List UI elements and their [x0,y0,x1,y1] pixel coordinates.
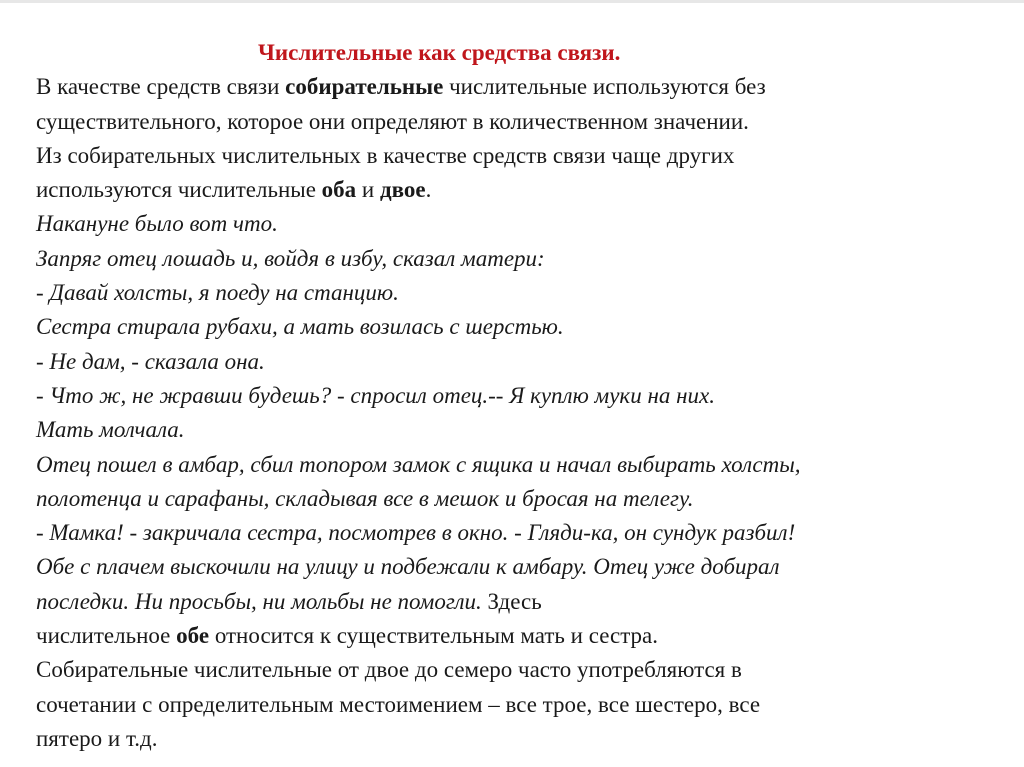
example-passage [36,207,996,584]
slide-title: Числительные как средства связи. [258,40,621,65]
example-line: Отец пошел в амбар, сбил топором замок с ящика и начал выбирать холсты, [36,451,801,477]
example-line: Обе с плачем выскочили на улицу и подбежали к амбару. Отец уже добирал [36,554,780,580]
example-line: - Мамка! - закричала сестра, посмотрев в окно. - Гляди-ка, он сундук разбил! [36,520,796,546]
example-last-line [36,585,996,619]
example-line: Накануне было вот что. [36,211,278,237]
intro-line-3: Из собирательных числительных в качестве средств связи чаще других [36,142,735,168]
example-line: - Не дам, - сказала она. [36,348,265,374]
intro-text: . [425,177,432,203]
example-line: - Что ж, не жравши будешь? - спросил отец.-- Я куплю муки на них. [36,382,715,408]
conclusion-paragraph [36,585,996,756]
conclusion-line-2: Собирательные числительные от двое до семеро часто употребляются в [36,657,742,683]
example-line: полотенца и сарафаны, складывая все в мешок и бросая на телегу. [36,485,694,511]
conclusion-line-1 [36,619,996,653]
term-dvoe: двое [379,177,426,203]
example-line: Сестра стирала рубахи, а мать возилась с шерстью. [36,314,564,340]
example-line: - Давай холсты, я поеду на станцию. [36,280,399,306]
slide-body [36,36,996,756]
conclusion-text: относится к существительным мать и сестра. [209,623,659,649]
conclusion-text: Здесь [481,588,542,614]
intro-text: числительные используются без [443,74,766,100]
intro-line-4 [36,173,996,207]
intro-text: В качестве средств связи [36,74,286,100]
example-line: Мать молчала. [36,417,185,443]
conclusion-line-4: пятеро и т.д. [36,725,158,751]
intro-text: используются числительные [36,177,322,203]
term-collective: собирательные [285,74,444,100]
intro-text: и [356,177,380,203]
intro-line-1 [36,70,996,104]
term-obe: обе [176,623,210,649]
slide-top-rule [0,0,1024,3]
conclusion-line-3: сочетании с определительным местоимением – все трое, все шестеро, все [36,691,761,717]
example-line: Запряг отец лошадь и, войдя в избу, сказал матери: [36,245,545,271]
intro-paragraph [36,70,996,207]
intro-line-2: существительного, которое они определяют в количественном значении. [36,108,749,134]
example-line: последки. Ни просьбы, ни мольбы не помогли. [36,588,482,614]
conclusion-text: числительное [36,623,177,649]
term-oba: оба [321,177,357,203]
